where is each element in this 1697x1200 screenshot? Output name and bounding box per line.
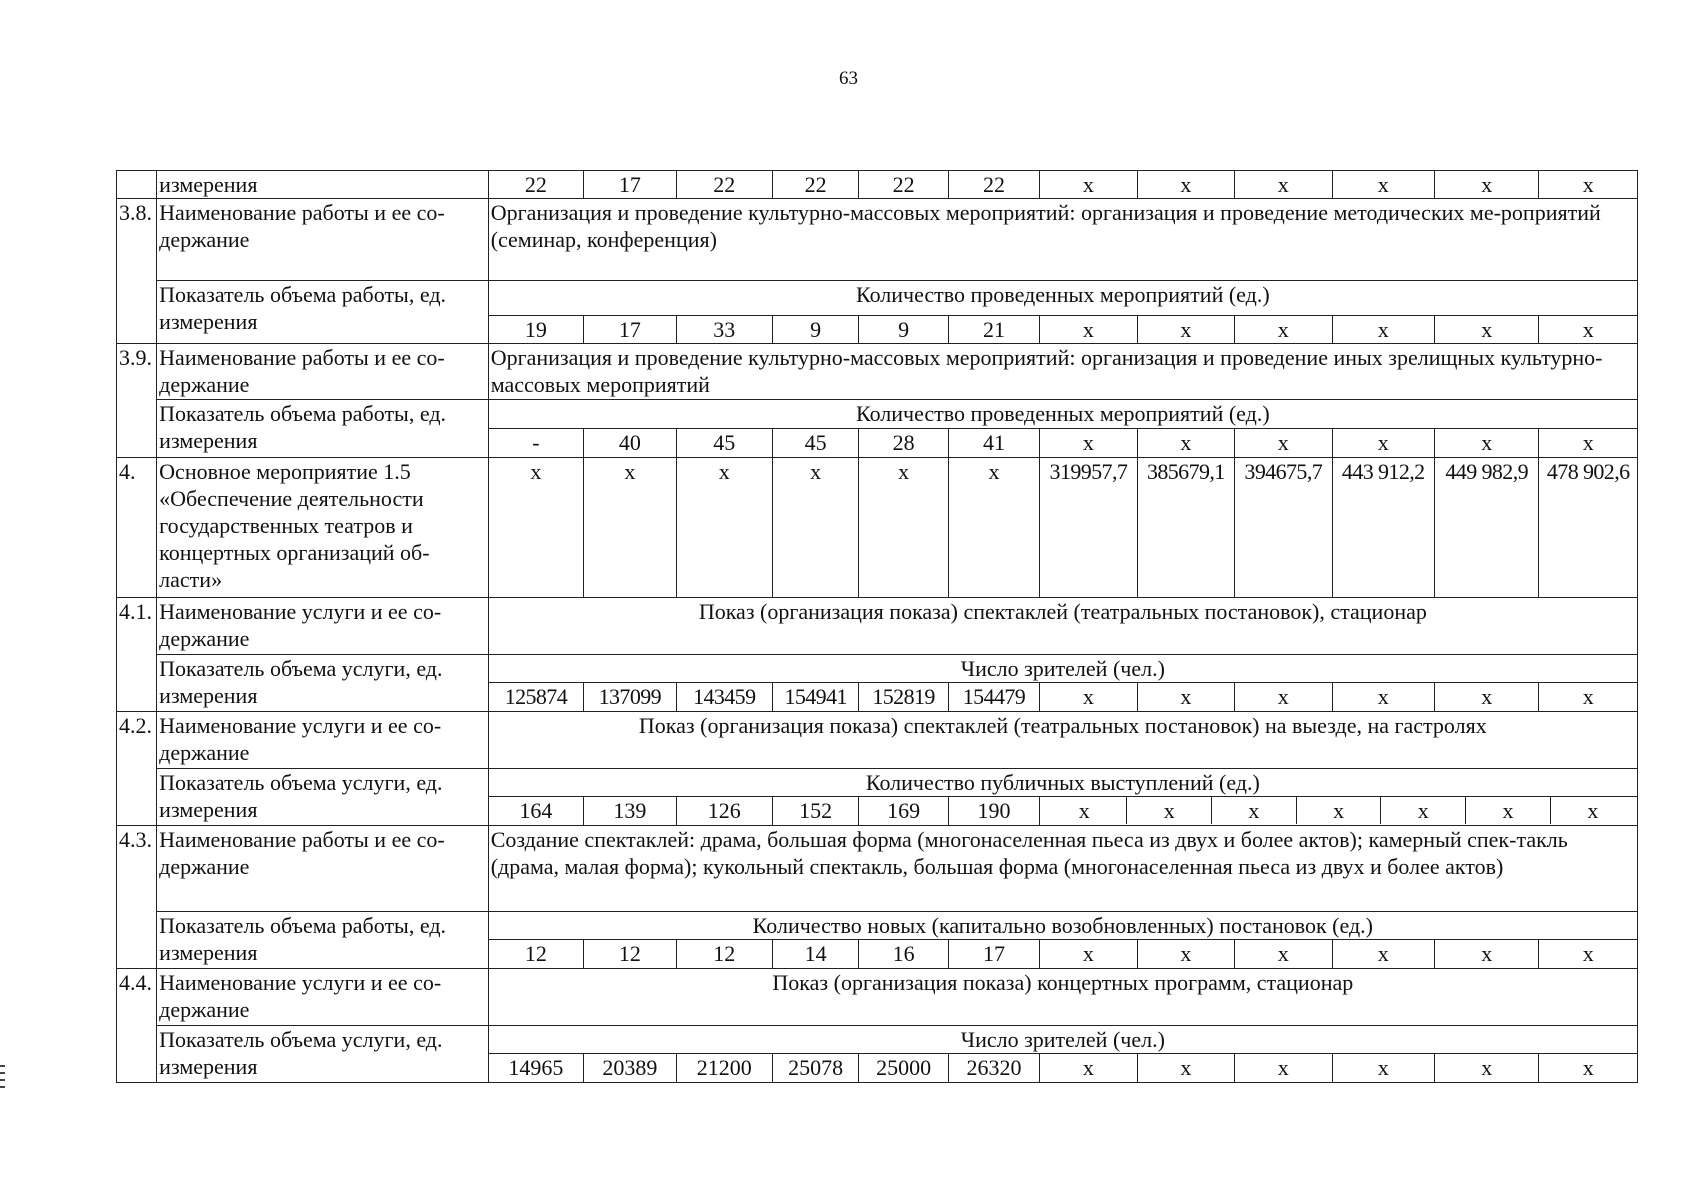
row-number: [117, 940, 157, 969]
edge-mark: [0, 1079, 5, 1081]
value-cell: x: [1550, 797, 1635, 824]
value-cell: 154941: [772, 683, 858, 712]
value-cell: 17: [584, 316, 676, 344]
table-row: [117, 912, 1638, 940]
row-label: Наименование работы и ее со-держание: [157, 199, 489, 281]
value-cell: 22: [676, 171, 772, 199]
value-cell: 25078: [772, 1054, 858, 1083]
indicator-title: Количество проведенных мероприятий (ед.): [488, 281, 1637, 316]
value-cell: 154479: [948, 683, 1039, 712]
value-cell: x: [1539, 429, 1638, 458]
page-number: 63: [839, 68, 858, 89]
indicator-title: Число зрителей (чел.): [488, 1026, 1637, 1054]
value-cell: x: [1137, 1054, 1234, 1083]
row-number: 4.2.: [117, 712, 157, 769]
value-cell: 152: [772, 797, 858, 826]
value-cell: 25000: [859, 1054, 948, 1083]
value-cell: x: [1434, 683, 1538, 712]
table-row: [117, 655, 1638, 683]
value-cell: 449 982,9: [1434, 458, 1538, 598]
value-cell: x: [859, 458, 948, 598]
row-number: 4.: [117, 458, 157, 598]
table-row: [117, 769, 1638, 797]
value-cell: 17: [584, 171, 676, 199]
value-cell: 16: [859, 940, 948, 969]
value-cell: x: [1466, 797, 1551, 824]
value-cell: 45: [772, 429, 858, 458]
value-cell: x: [1235, 316, 1332, 344]
value-cell: x: [1040, 940, 1137, 969]
table-row: [117, 598, 1638, 655]
indicator-title: Число зрителей (чел.): [488, 655, 1637, 683]
value-cell: 26320: [948, 1054, 1039, 1083]
row-number: [117, 1026, 157, 1054]
row-number: [117, 655, 157, 683]
value-cell: 19: [488, 316, 583, 344]
service-content: Показ (организация показа) концертных программ, стационар: [488, 969, 1637, 1026]
value-cell: x: [1539, 940, 1638, 969]
value-cell: x: [1332, 429, 1434, 458]
row-number: [117, 400, 157, 429]
table-row: [117, 199, 1638, 281]
value-cell: x: [584, 458, 676, 598]
work-content: Организация и проведение культурно-массовых мероприятий: организация и проведение методических ме-роприятий (семинар, конференция): [488, 199, 1637, 281]
value-cell: 143459: [676, 683, 772, 712]
value-cell: 137099: [584, 683, 676, 712]
row-number: [117, 683, 157, 712]
value-group: [1040, 797, 1638, 826]
value-cell: 385679,1: [1137, 458, 1234, 598]
value-cell: x: [1539, 171, 1638, 199]
value-cell: 45: [676, 429, 772, 458]
table-row: [117, 458, 1638, 598]
value-cell: 9: [772, 316, 858, 344]
value-cell: x: [1332, 940, 1434, 969]
value-cell: x: [1434, 316, 1538, 344]
value-cell: x: [1235, 940, 1332, 969]
edge-mark: [0, 1065, 5, 1067]
value-cell: x: [1434, 1054, 1538, 1083]
value-cell: x: [1212, 797, 1297, 824]
value-cell: 125874: [488, 683, 583, 712]
row-label: Основное мероприятие 1.5 «Обеспечение деятельности государственных театров и концертных организаций об-ласти»: [157, 458, 489, 598]
value-cell: 17: [948, 940, 1039, 969]
row-label: Показатель объема услуги, ед. измерения: [157, 655, 489, 712]
row-label: Наименование услуги и ее со-держание: [157, 712, 489, 769]
table-row: [117, 281, 1638, 316]
value-cell: 21200: [676, 1054, 772, 1083]
value-cell: x: [1332, 316, 1434, 344]
value-cell: x: [1137, 940, 1234, 969]
service-content: Показ (организация показа) спектаклей (театральных постановок), стационар: [488, 598, 1637, 655]
row-number: 3.8.: [117, 199, 157, 281]
row-number: [117, 429, 157, 458]
value-cell: x: [1235, 429, 1332, 458]
value-cell: 152819: [859, 683, 948, 712]
value-cell: 190: [948, 797, 1039, 826]
row-number: 4.1.: [117, 598, 157, 655]
value-cell: x: [1332, 1054, 1434, 1083]
value-cell: 139: [584, 797, 676, 826]
table-row: [117, 826, 1638, 912]
row-label: Наименование работы и ее со-держание: [157, 344, 489, 400]
value-cell: x: [948, 458, 1039, 598]
value-cell: 22: [859, 171, 948, 199]
row-number: [117, 316, 157, 344]
indicator-title: Количество публичных выступлений (ед.): [488, 769, 1637, 797]
row-label: Наименование работы и ее со-держание: [157, 826, 489, 912]
value-cell: 22: [772, 171, 858, 199]
value-cell: x: [1137, 316, 1234, 344]
value-cell: 28: [859, 429, 948, 458]
value-cell: x: [1137, 171, 1234, 199]
value-cell: -: [488, 429, 583, 458]
value-cell: x: [1539, 316, 1638, 344]
value-cell: x: [1137, 429, 1234, 458]
value-cell: 394675,7: [1235, 458, 1332, 598]
value-cell: 126: [676, 797, 772, 826]
value-cell: x: [1539, 683, 1638, 712]
indicator-title: Количество новых (капитально возобновленных) постановок (ед.): [488, 912, 1637, 940]
row-label: Показатель объема работы, ед. измерения: [157, 281, 489, 344]
program-table: [116, 170, 1638, 1083]
value-cell: x: [1040, 1054, 1137, 1083]
value-cell: 12: [488, 940, 583, 969]
row-label: Показатель объема работы, ед. измерения: [157, 400, 489, 458]
indicator-title: Количество проведенных мероприятий (ед.): [488, 400, 1637, 429]
scan-edge-marks: [0, 1065, 6, 1093]
table-row: [117, 400, 1638, 429]
value-cell: x: [488, 458, 583, 598]
value-cell: x: [1434, 429, 1538, 458]
table-row: [117, 712, 1638, 769]
row-number: 4.3.: [117, 826, 157, 912]
value-cell: 319957,7: [1040, 458, 1137, 598]
value-cell: x: [1434, 940, 1538, 969]
value-cell: x: [1078, 798, 1090, 823]
row-number: [117, 797, 157, 826]
row-label: Наименование услуги и ее со-держание: [157, 598, 489, 655]
row-number: [117, 912, 157, 940]
value-cell: 22: [948, 171, 1039, 199]
value-cell: x: [1235, 171, 1332, 199]
row-label: Показатель объема услуги, ед. измерения: [157, 1026, 489, 1083]
row-number: [117, 281, 157, 316]
value-cell: 20389: [584, 1054, 676, 1083]
value-subtable: [1042, 797, 1635, 824]
table-row: [117, 171, 1638, 199]
value-cell: 41: [948, 429, 1039, 458]
row-label: Показатель объема работы, ед. измерения: [157, 912, 489, 969]
table-row: [117, 969, 1638, 1026]
work-content: Организация и проведение культурно-массовых мероприятий: организация и проведение иных зрелищных культурно-массовых мероприятий: [488, 344, 1637, 400]
row-label: Показатель объема услуги, ед. измерения: [157, 769, 489, 826]
value-cell: x: [1332, 171, 1434, 199]
work-content: Создание спектаклей: драма, большая форма (многонаселенная пьеса из двух и более актов); камерный спек-такль (драма, малая форма); кукольный спектакль, большая форма (многонаселенная пьеса из двух и более актов): [488, 826, 1637, 912]
value-cell: 12: [676, 940, 772, 969]
value-cell: 9: [859, 316, 948, 344]
row-number: [117, 171, 157, 199]
value-cell: 443 912,2: [1332, 458, 1434, 598]
value-cell: 22: [488, 171, 583, 199]
edge-mark: [0, 1086, 5, 1088]
value-cell: x: [1040, 171, 1137, 199]
value-cell: x: [1332, 683, 1434, 712]
edge-mark: [0, 1072, 5, 1074]
value-cell: x: [1296, 797, 1381, 824]
value-cell: x: [1127, 797, 1212, 824]
value-cell: x: [1434, 171, 1538, 199]
value-cell: 169: [859, 797, 948, 826]
value-cell: 33: [676, 316, 772, 344]
table-row: [117, 1026, 1638, 1054]
value-cell: 478 902,6: [1539, 458, 1638, 598]
row-number: [117, 1054, 157, 1083]
row-number: 4.4.: [117, 969, 157, 1026]
value-cell: x: [676, 458, 772, 598]
value-cell: 40: [584, 429, 676, 458]
value-cell: 164: [488, 797, 583, 826]
value-cell: 14: [772, 940, 858, 969]
service-content: Показ (организация показа) спектаклей (театральных постановок) на выезде, на гастролях: [488, 712, 1637, 769]
value-cell: x: [1539, 1054, 1638, 1083]
value-cell: 12: [584, 940, 676, 969]
row-label: Наименование услуги и ее со-держание: [157, 969, 489, 1026]
value-cell: x: [1235, 683, 1332, 712]
row-number: 3.9.: [117, 344, 157, 400]
value-cell: x: [1235, 1054, 1332, 1083]
row-label: измерения: [157, 171, 489, 199]
value-cell: x: [772, 458, 858, 598]
value-cell: x: [1381, 797, 1466, 824]
value-cell: 14965: [488, 1054, 583, 1083]
value-cell: x: [1040, 316, 1137, 344]
value-cell: x: [1137, 683, 1234, 712]
row-number: [117, 769, 157, 797]
value-cell: x: [1040, 683, 1137, 712]
table-row: [117, 344, 1638, 400]
value-cell: x: [1040, 429, 1137, 458]
value-cell: 21: [948, 316, 1039, 344]
